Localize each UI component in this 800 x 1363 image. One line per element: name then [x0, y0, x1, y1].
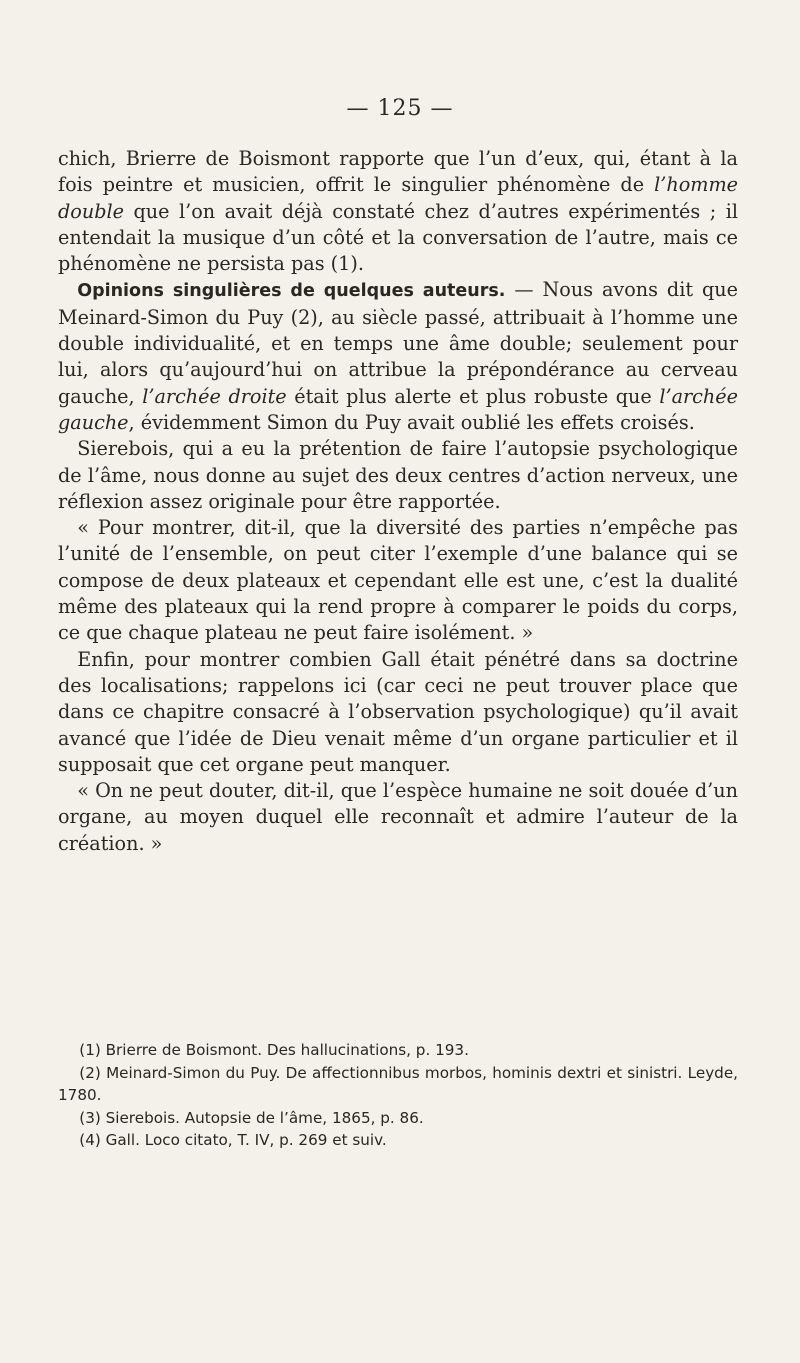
footnote-3: (3) Sierebois. Autopsie de l’âme, 1865, p. 86. — [79, 1108, 424, 1127]
paragraph-4-quote: « Pour montrer, dit-il, que la diversité des parties n’empêche pas l’unité de l’ensemble, on peut citer l’exemple d’une balance qui se compose de deux plateaux et cependant elle est une, c’est la dualité même des plateaux qui la rend propre à comparer le poids du corps, ce que chaque plateau ne peut faire isolément. » — [58, 516, 738, 645]
paragraph-2 — [58, 277, 738, 436]
footnote-4: (4) Gall. Loco citato, T. IV, p. 269 et suiv. — [79, 1131, 387, 1150]
paragraph-2-text-e: , évidemment Simon du Puy avait oublié les effets croisés. — [128, 410, 695, 434]
body-text — [58, 146, 738, 857]
footnote-1: (1) Brierre de Boismont. Des hallucinations, p. 193. — [79, 1041, 469, 1059]
section-heading: Opinions singulières de quelques auteurs. — [77, 281, 506, 302]
footnotes — [58, 1039, 738, 1152]
paragraph-1-text-a: chich, Brierre de Boismont rapporte que l’un d’eux, qui, étant à la fois peintre et musicien, offrit le singulier phénomène de — [58, 147, 738, 197]
paragraph-2-italic-b: l’archée droite — [142, 384, 287, 408]
paragraph-1 — [58, 146, 738, 277]
paragraph-3: Sierebois, qui a eu la prétention de faire l’autopsie psychologique de l’âme, nous donne au sujet des deux centres d’action nerveux, une réflexion assez originale pour être rapportée. — [58, 437, 738, 513]
paragraph-5: Enfin, pour montrer combien Gall était pénétré dans sa doctrine des localisations; rappelons ici (car ceci ne peut trouver place que dans ce chapitre consacré à l’observation psychologique) qu’il avait avancé que l’idée de Dieu venait même d’un organe particulier et il supposait que cet organe peut manquer. — [58, 647, 738, 776]
paragraph-1-italic: l’homme double — [58, 173, 738, 223]
paragraph-6-quote: « On ne peut douter, dit-il, que l’espèce humaine ne soit douée d’un organe, au moyen duquel elle reconnaît et admire l’auteur de la création. » — [58, 779, 738, 855]
footnote-2: (2) Meinard-Simon du Puy. De affectionnibus morbos, hominis dextri et sinistri. Leyde, 1780. — [58, 1063, 738, 1105]
paragraph-2-text-c: était plus alerte et plus robuste que — [286, 384, 660, 408]
page-number: — 125 — — [346, 96, 454, 121]
paragraph-1-text-c: que l’on avait déjà constaté chez d’autres expérimentés ; il entendait la musique d’un côté et la conversation de l’autre, mais ce phénomène ne persista pas (1). — [58, 199, 738, 276]
paragraph-2-italic-d: l’archée gauche — [58, 384, 738, 434]
paragraph-2-text-a: — Nous avons dit que Meinard-Simon du Puy (2), au siècle passé, attribuait à l’homme une double individualité, et en temps une âme double; seulement pour lui, alors qu’aujourd’hui on attribue la prépondérance au cerveau gauche, — [58, 278, 738, 408]
